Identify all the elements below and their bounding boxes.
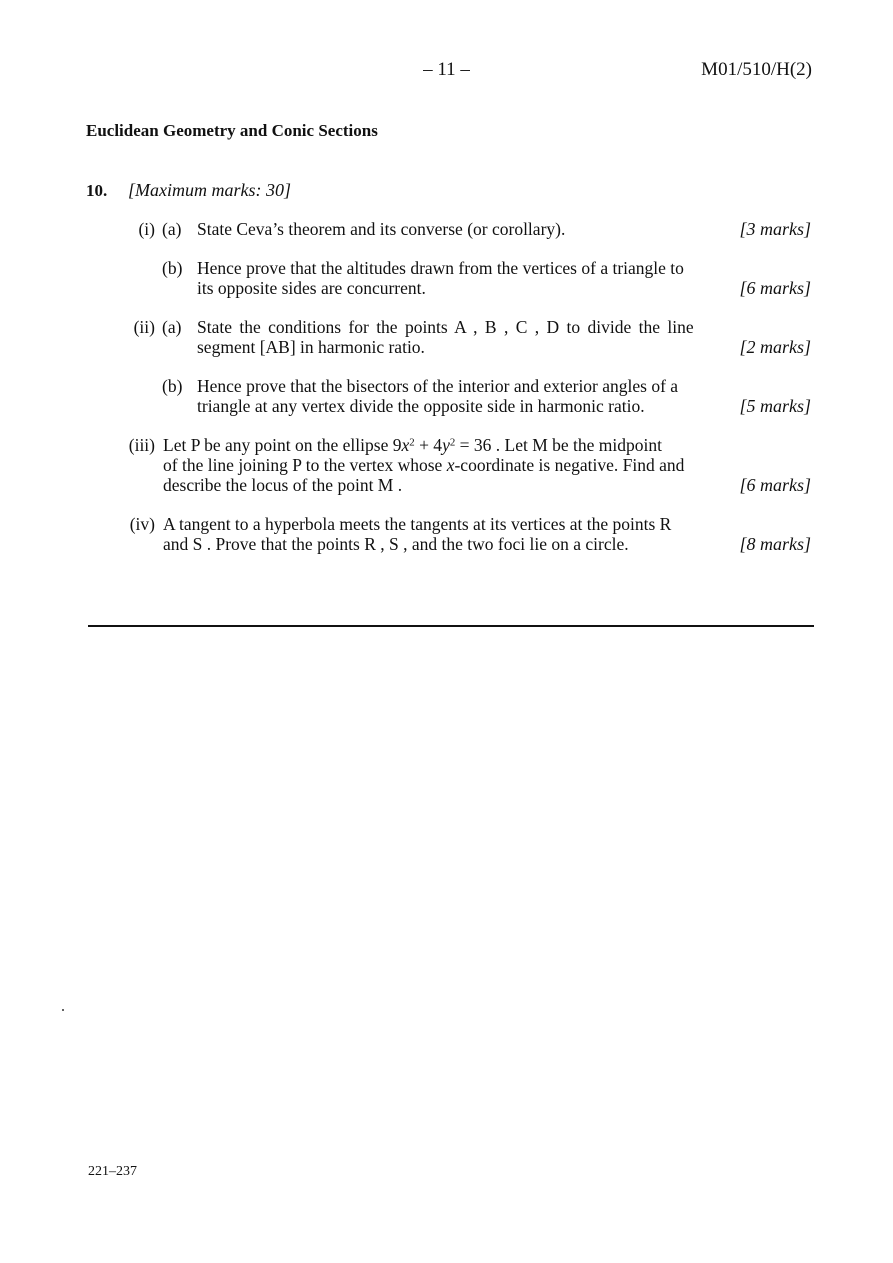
subpart-label-ii-b: (b) <box>162 376 183 396</box>
part-ii-b-line-1: Hence prove that the bisectors of the interior and exterior angles of a <box>197 376 679 396</box>
subpart-label-i-b: (b) <box>162 258 183 278</box>
part-i-a-line-1: State Ceva’s theorem and its converse (or corollary). <box>197 219 566 239</box>
marks-i-a: [3 marks] <box>739 219 811 239</box>
marks-iii: [6 marks] <box>739 475 811 495</box>
marks-ii-a: [2 marks] <box>739 337 811 357</box>
part-iv-line-2: and S . Prove that the points R , S , and the two foci lie on a circle. <box>163 534 629 554</box>
part-iii-line-2: of the line joining P to the vertex whose x-coordinate is negative. Find and <box>163 455 685 475</box>
part-i-b-line-1: Hence prove that the altitudes drawn from the vertices of a triangle to <box>197 258 684 278</box>
part-iii-line-3: describe the locus of the point M . <box>163 475 403 495</box>
paper-code: M01/510/H(2) <box>701 59 812 80</box>
part-iv-line-1: A tangent to a hyperbola meets the tangents at its vertices at the points R <box>163 514 672 534</box>
part-label-iv: (iv) <box>129 514 155 534</box>
part-iii-line-1: Let P be any point on the ellipse $9x^2 + 4y^2 = 36$ . Let M be the midpoint <box>163 435 662 455</box>
section-title: Euclidean Geometry and Conic Sections <box>86 121 378 140</box>
marks-ii-b: [5 marks] <box>739 396 811 416</box>
scan-speck <box>62 1009 64 1011</box>
question-max-marks: [Maximum marks: 30] <box>128 180 291 200</box>
part-label-i: (i) <box>138 219 155 239</box>
part-label-iii: (iii) <box>128 435 155 455</box>
part-ii-a-line-2: segment [AB] in harmonic ratio. <box>197 337 425 357</box>
part-ii-b-line-2: triangle at any vertex divide the opposite side in harmonic ratio. <box>197 396 645 416</box>
section-divider <box>88 625 814 627</box>
marks-i-b: [6 marks] <box>739 278 811 298</box>
part-label-ii: (ii) <box>133 317 155 337</box>
page-number: – 11 – <box>423 59 470 80</box>
subpart-label-i-a: (a) <box>162 219 182 239</box>
marks-iv: [8 marks] <box>739 534 811 554</box>
part-i-b-line-2: its opposite sides are concurrent. <box>197 278 426 298</box>
footer-code: 221–237 <box>88 1164 137 1179</box>
part-ii-a-line-1: State the conditions for the points A , B , C , D to divide the line <box>197 317 694 337</box>
question-number: 10. <box>86 181 108 200</box>
subpart-label-ii-a: (a) <box>162 317 182 337</box>
